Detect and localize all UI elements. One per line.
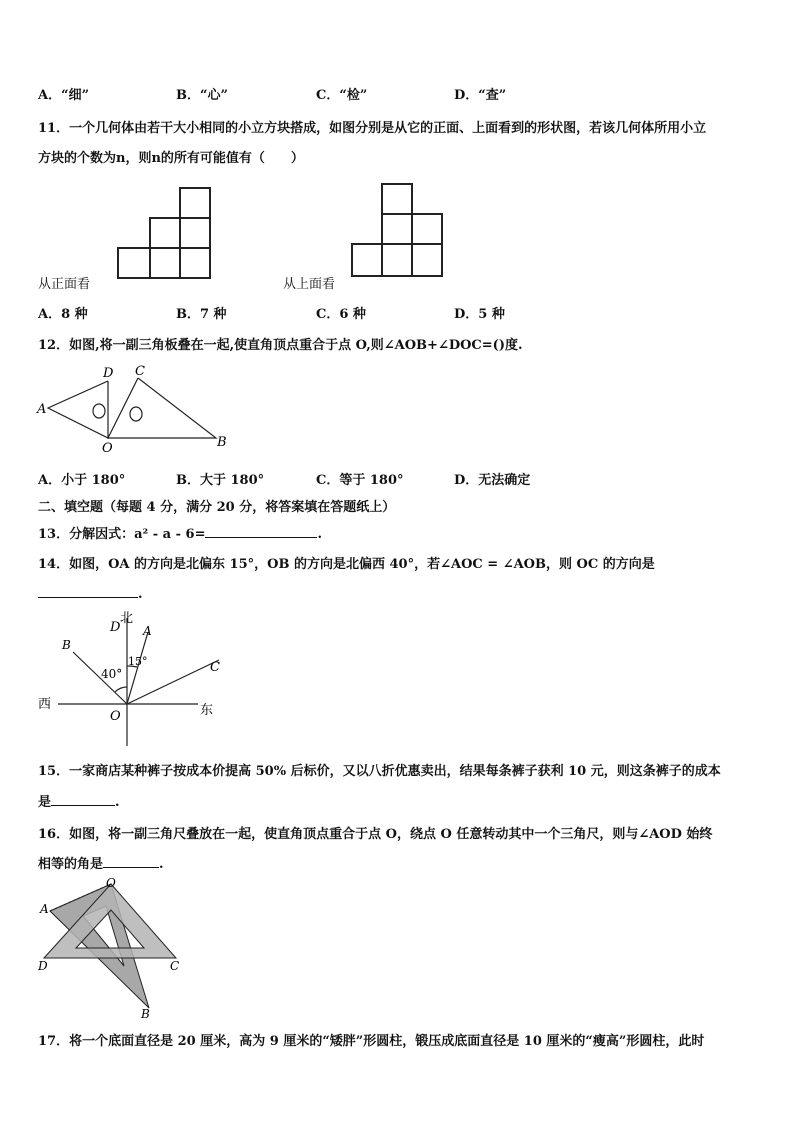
label-o: O — [106, 876, 116, 890]
q15-text-line2 — [38, 791, 120, 810]
label-a: A — [40, 902, 49, 916]
front-cube — [150, 218, 180, 248]
triangle-aod — [48, 381, 108, 438]
label-b: B — [62, 638, 71, 652]
q11-option-a: A．8 种 — [38, 307, 88, 322]
west-label: 西 — [38, 697, 52, 712]
q16-answer-blank — [103, 855, 159, 868]
q17-text-line1: 17．将一个底面直径是 20 厘米，高为 9 厘米的“矮胖”形圆柱，锻压成底面直径是 10 厘米的“瘦高”形圆柱，此时 — [38, 1034, 705, 1049]
q11-option-d: D．5 种 — [454, 307, 505, 322]
front-cube — [180, 218, 210, 248]
q12-option-b: B．大于 180° — [176, 473, 265, 488]
label-a: A — [37, 402, 47, 417]
label-c: C — [170, 959, 180, 973]
front-cube — [180, 188, 210, 218]
east-label: 东 — [200, 703, 214, 718]
label-c: C — [210, 660, 220, 675]
q13-prefix: 13．分解因式：a² - a - 6= — [38, 527, 206, 542]
label-d: D — [110, 620, 121, 635]
q12-figure — [36, 362, 236, 454]
angle-arc-40 — [115, 687, 127, 692]
triangle-cob — [108, 378, 216, 438]
q16-prefix: 相等的角是 — [38, 857, 104, 872]
q16-text-line2 — [38, 853, 164, 872]
triangle-hole — [93, 404, 105, 418]
q10-option-a: A．“细” — [38, 88, 90, 103]
q12-option-a: A．小于 180° — [38, 473, 126, 488]
q16-set-squares-figure — [36, 876, 186, 1021]
section-title: 二、填空题（每题 4 分，满分 20 分，将答案填在答题纸上） — [38, 500, 396, 515]
q15-text-line1: 15．一家商店某种裤子按成本价提高 50% 后标价，又以八折优惠卖出，结果每条裤子获利 10 元，则这条裤子的成本 — [38, 764, 721, 779]
q11-option-b: B．7 种 — [176, 307, 227, 322]
top-square — [382, 244, 412, 276]
front-cube — [150, 248, 180, 278]
top-square — [412, 214, 442, 244]
label-o: O — [102, 441, 113, 456]
q10-option-d: D．“查” — [454, 88, 507, 103]
top-square — [382, 184, 412, 214]
top-view-figure — [340, 180, 460, 280]
label-b: B — [141, 1007, 150, 1021]
q16-suffix: . — [159, 857, 164, 872]
q13-line — [38, 523, 322, 542]
q11-text-line1: 11．一个几何体由若干大小相同的小立方块搭成，如图分别是从它的正面、上面看到的形状图，若该几何体所用小立 — [38, 121, 707, 136]
q12-option-d: D．无法确定 — [454, 473, 531, 488]
label-a: A — [143, 624, 152, 638]
label-d: D — [38, 959, 48, 973]
q14-tail: . — [138, 587, 143, 602]
q12-text: 12．如图,将一副三角板叠在一起,使直角顶点重合于点 O,则∠AOB+∠DOC=()度. — [38, 338, 523, 353]
top-square — [382, 214, 412, 244]
angle-15-label: 15° — [128, 655, 148, 668]
label-d: D — [103, 366, 114, 381]
q10-option-c: C．“检” — [316, 88, 368, 103]
top-square — [412, 244, 442, 276]
front-cube — [118, 248, 150, 278]
q11-option-c: C．6 种 — [316, 307, 366, 322]
q10-option-b: B．“心” — [176, 88, 228, 103]
q14-answer-line — [38, 585, 143, 602]
top-square — [352, 244, 382, 276]
q16-text-line1: 16．如图，将一副三角尺叠放在一起，使直角顶点重合于点 O，绕点 O 任意转动其中一个三角尺，则与∠AOD 始终 — [38, 827, 713, 842]
front-view-label: 从正面看 — [38, 277, 91, 292]
label-c: C — [135, 364, 145, 379]
angle-40-label: 40° — [101, 667, 123, 681]
q12-option-c: C．等于 180° — [316, 473, 404, 488]
q14-compass-figure — [36, 608, 236, 748]
q13-answer-blank — [205, 525, 317, 538]
front-view-figure — [90, 180, 240, 285]
front-cube — [180, 248, 210, 278]
top-view-label: 从上面看 — [283, 277, 336, 292]
triangle-hole — [130, 407, 142, 421]
q15-answer-blank — [51, 793, 115, 806]
label-b: B — [217, 435, 227, 450]
q15-suffix: . — [115, 795, 120, 810]
q14-answer-blank — [38, 585, 138, 598]
q11-text-line2: 方块的个数为n，则n的所有可能值有（ ） — [38, 151, 304, 166]
north-label: 北 — [120, 611, 134, 626]
q14-text: 14．如图，OA 的方向是北偏东 15°，OB 的方向是北偏西 40°，若∠AOC = ∠AOB，则 OC 的方向是 — [38, 557, 655, 572]
q15-prefix: 是 — [38, 795, 52, 810]
q13-suffix: . — [317, 527, 322, 542]
label-o: O — [110, 709, 121, 724]
ray-oa — [127, 632, 148, 704]
